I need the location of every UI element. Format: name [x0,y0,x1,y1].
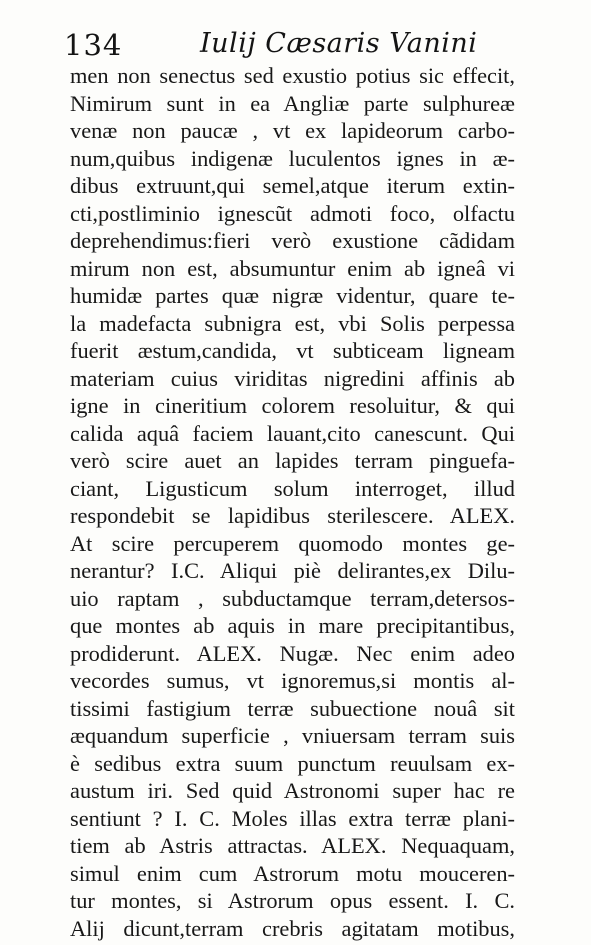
text-line: vecordes sumus, vt ignoremus,si montis al- [70,668,515,693]
text-line: uio raptam , subductamque terram,detersos- [70,585,515,611]
page-header [64,28,516,64]
text-line: dibus extruunt,qui semel,atque iterum extin- [70,173,515,198]
text-line: verò scire auet an lapides terram pinguefa- [70,448,515,473]
text-line: calida aquâ faciem lauant,cito canescunt. Qui [70,420,515,446]
text-line: humidæ partes quæ nigræ videntur, quare te- [70,283,515,308]
text-line: la madefacta subnigra est, vbi Solis perpessa [70,310,515,336]
text-line: cti,postliminio ignescũt admoti foco, olfactu [70,200,515,226]
text-line: Nimirum sunt in ea Angliæ parte sulphureæ [70,90,515,116]
text-line: mirum non est, absumuntur enim ab igneâ vi [70,255,515,281]
text-line: venæ non paucæ , vt ex lapideorum carbo- [70,118,515,143]
running-head: Iulij Cæsaris Vanini [200,28,478,59]
text-line: fuerit æstum,candida, vt subticeam ligneam [70,338,515,363]
text-line: Alij dicunt,terram crebris agitatam motibus, [70,915,515,941]
body-text [70,62,515,942]
text-line: prodiderunt. ALEX. Nugæ. Nec enim adeo [70,640,515,666]
text-line: è sedibus extra suum punctum reuulsam ex- [70,750,515,776]
text-line: At scire percuperem quomodo montes ge- [70,530,515,556]
text-line: ciant, Ligusticum solum interroget, illud [70,475,515,501]
text-line: materiam cuius viriditas nigredini affinis ab [70,365,515,391]
text-line: que montes ab aquis in mare precipitantibus, [70,613,515,638]
text-line: num,quibus indigenæ luculentos ignes in æ- [70,145,515,171]
text-line: tissimi fastigium terræ subuectione nouâ sit [70,695,515,721]
text-line: deprehendimus:fieri verò exustione cãdidam [70,228,515,253]
page-number: 134 [64,28,123,62]
text-line: igne in cineritium colorem resoluitur, & qui [70,393,515,418]
text-line: austum iri. Sed quid Astronomi super hac re [70,778,515,803]
text-line: men non senectus sed exustio potius sic effecit, [70,63,515,88]
text-line: tiem ab Astris attractas. ALEX. Nequaquam, [70,833,515,858]
text-line: simul enim cum Astrorum motu mouceren- [70,860,515,886]
text-line: sentiunt ? I. C. Moles illas extra terræ plani- [70,805,515,831]
text-line: æquandum superficie , vniuersam terram suis [70,723,515,748]
text-line: respondebit se lapidibus sterilescere. ALEX. [70,503,515,528]
text-line: tur montes, si Astrorum opus essent. I. C. [70,888,515,913]
text-line: nerantur? I.C. Aliqui piè delirantes,ex Dilu- [70,558,515,583]
